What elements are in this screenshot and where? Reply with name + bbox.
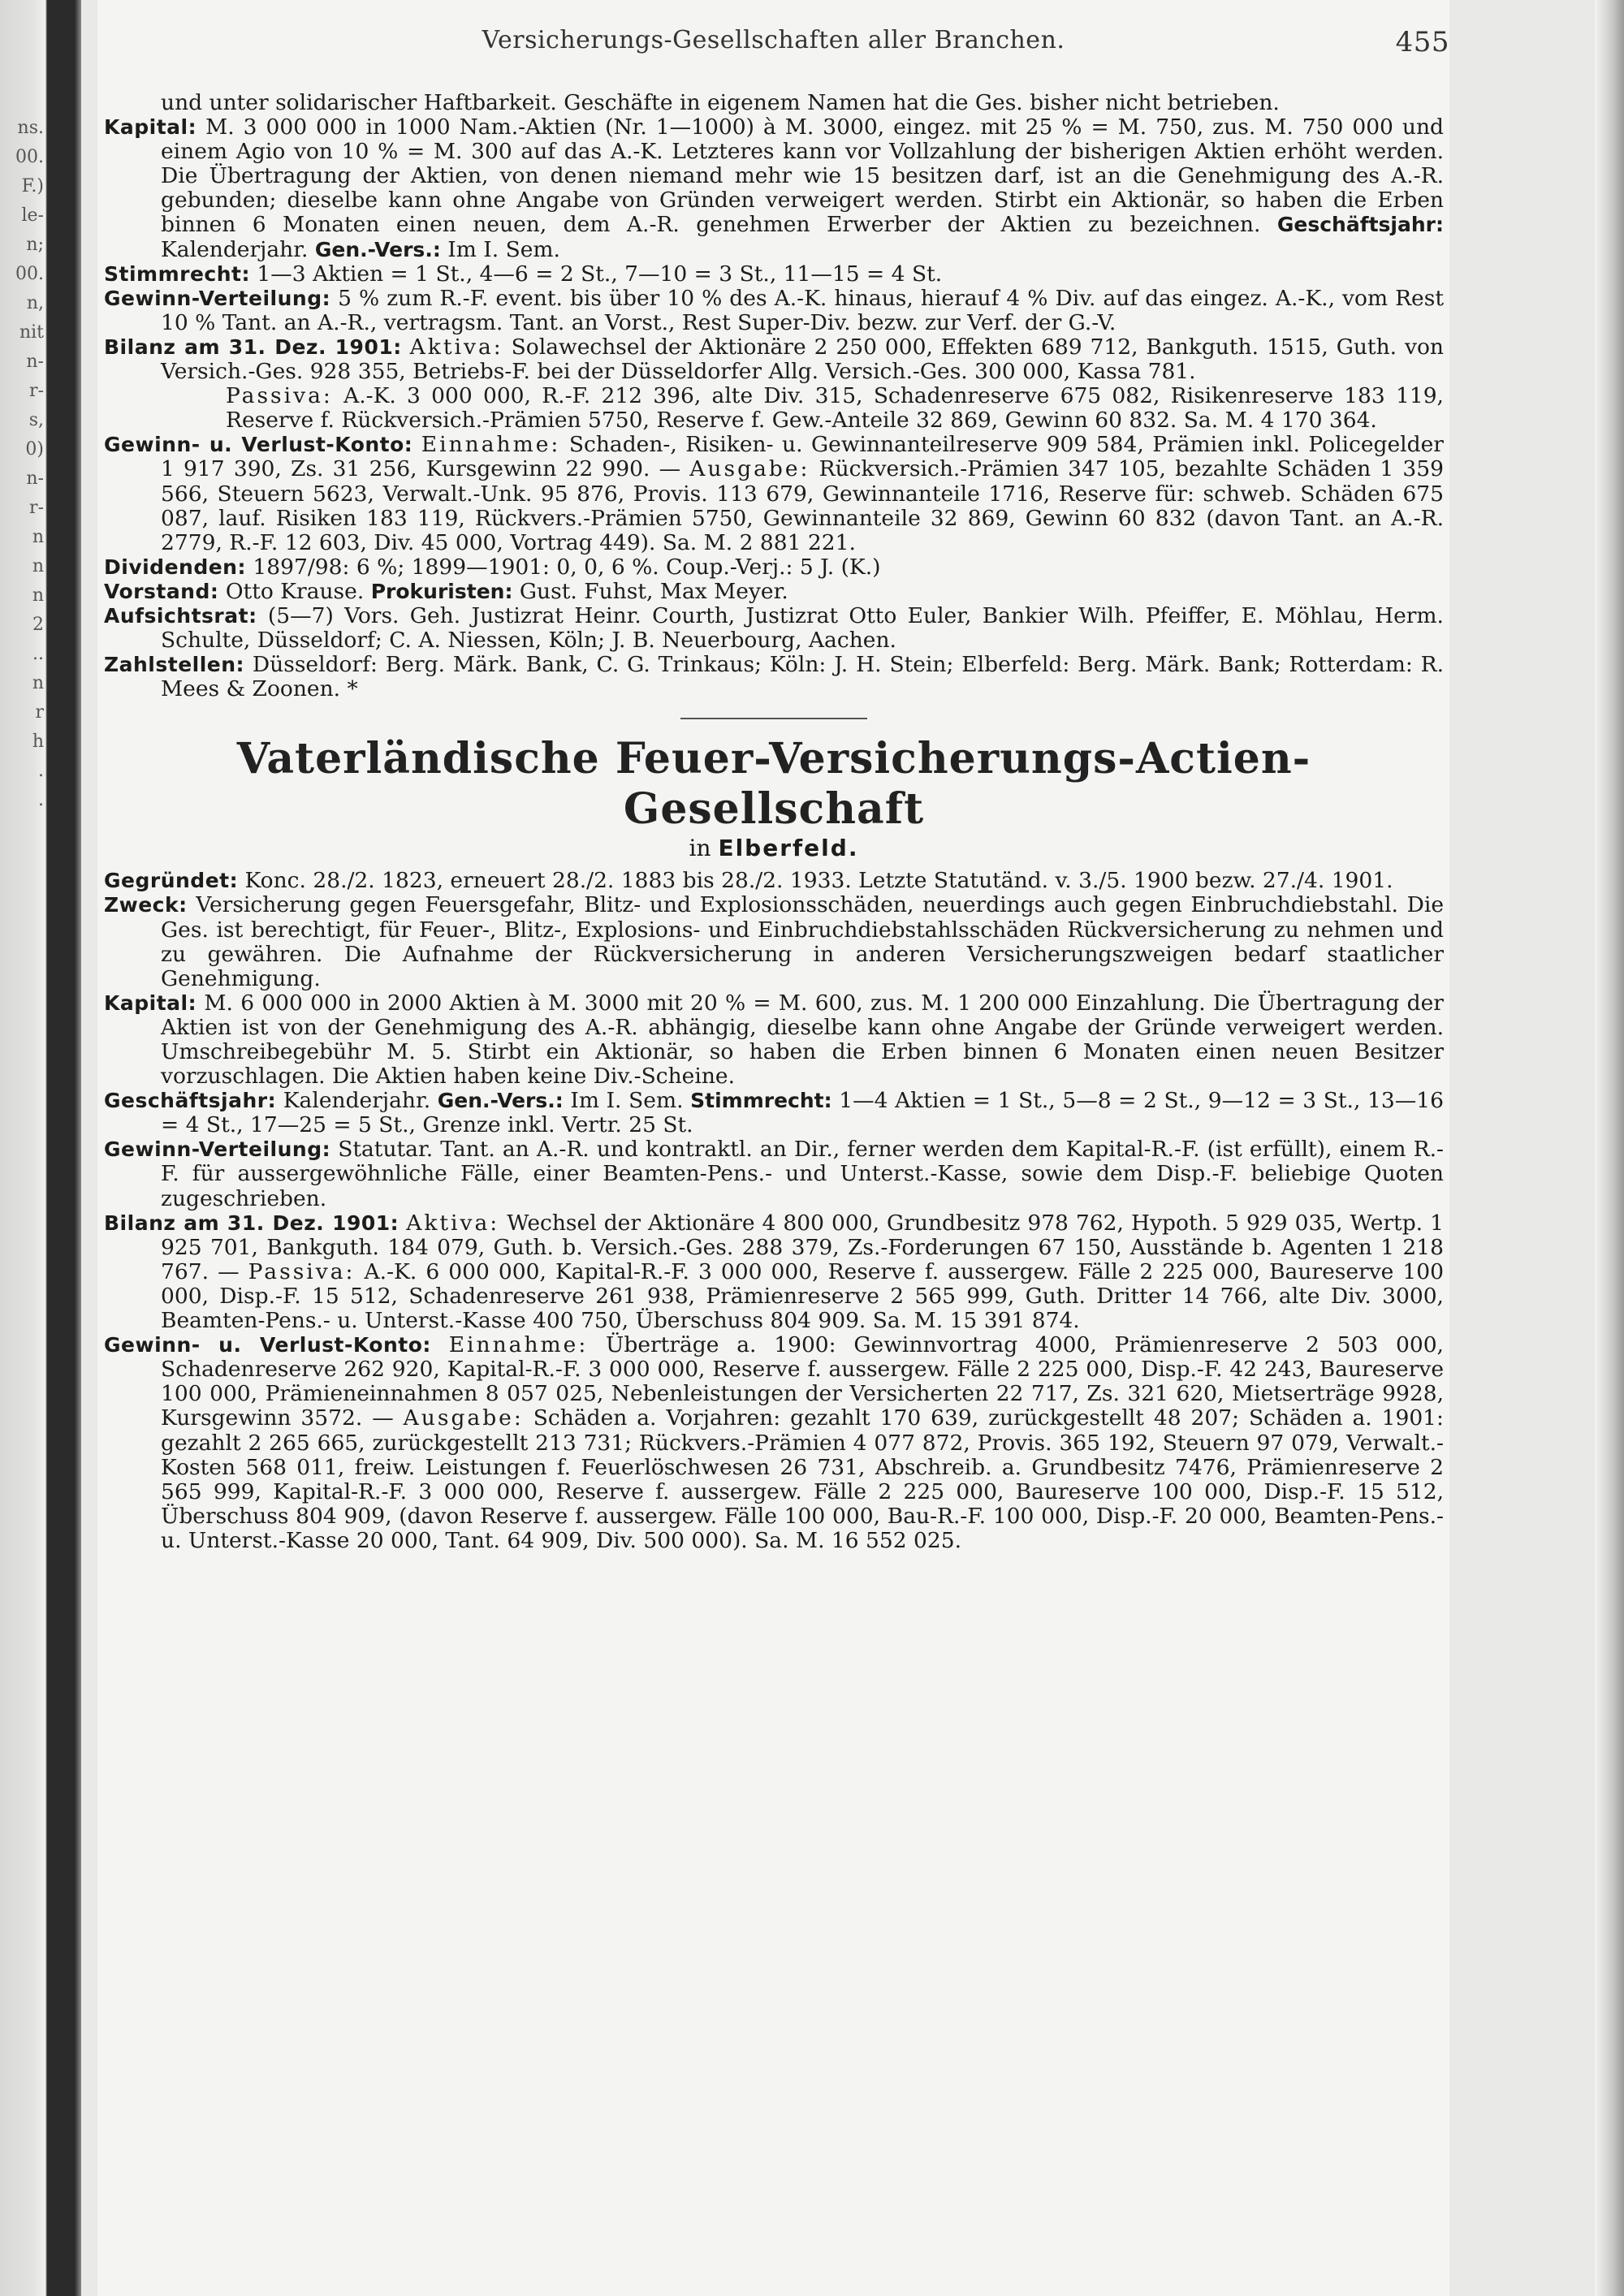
margin-fragment: n, [26,293,44,313]
vorstand-text: Otto Krause. [225,578,365,604]
margin-fragment: 00. [15,147,44,167]
bilanz-label: Bilanz am 31. Dez. 1901: [104,1211,400,1235]
genvers-text: Im I. Sem. [570,1088,684,1114]
page-content [104,91,1444,1553]
guv-label: Gewinn- u. Verlust-Konto: [104,433,413,457]
margin-fragment: F.) [21,176,44,196]
company1-stimmrecht [104,262,1444,287]
previous-page-margin [0,114,44,815]
margin-fragment: n [32,527,44,547]
ausgabe-text: Rückversich.-Prämien 347 105, bezahlte Schäden 1 359 566, Steuern 5623, Verwalt.-Unk. 95 876, Provis. 113 679, Gewinnanteile 1716, Reserve für: schweb. Schäden 675 087, lauf. Risiken 183 119, Rückvers.-Prämien 5750, Gewinnanteile 32 869, Gewinn 60 832 (davon Tant. an A.-R. 2779, R.-F. 12 603, Div. 45 000, Vortrag 449). Sa. M. 2 881 221. [161,456,1444,555]
margin-fragment: n- [26,352,44,372]
bilanz-label: Bilanz am 31. Dez. 1901: [104,334,402,359]
einnahme-text: Schaden-, Risiken- u. Gewinnanteilreserve 909 584, Prämien inkl. Policegelder 1 917 390, Zs. 31 256, Kursgewinn 22 990. — [161,432,1444,482]
margin-fragment: 2 [32,615,44,635]
margin-fragment: s, [28,410,44,430]
company2-zweck [104,893,1444,990]
gewinn-verteilung-text: Statutar. Tant. an A.-R. und kontraktl. an Dir., ferner werden dem Kapital-R.-F. (ist erfüllt), einem R.-F. für aussergewöhnliche Fälle, einer Beamten-Pens.- und Unterst.-Kasse, sowie dem Disp.-F. beliebige Quoten zugeschrieben. [161,1137,1444,1211]
margin-fragment: .. [32,644,44,664]
company-location [104,835,1444,862]
margin-fragment: h [32,732,44,752]
dividenden-label: Dividenden: [104,555,246,579]
gewinn-verteilung-label: Gewinn-Verteilung: [104,1137,331,1162]
margin-fragment: r- [29,498,44,518]
kapital-label: Kapital: [104,115,197,140]
margin-fragment: 00. [15,264,44,284]
einnahme-word: Einnahme: [448,1332,589,1358]
company2-kapital [104,991,1444,1089]
running-head [97,26,1449,62]
genvers-label: Gen.-Vers.: [314,237,441,261]
company1-intro: und unter solidarischer Haftbarkeit. Geschäfte in eigenem Namen hat die Ges. bisher nicht betrieben. [161,90,1280,115]
aufsichtsrat-text: (5—7) Vors. Geh. Justizrat Heinr. Courth, Justizrat Otto Euler, Bankier Wilh. Pfeiffer, E. Möhlau, Herm. Schulte, Düsseldorf; C. A. Niessen, Köln; J. B. Neuerbourg, Aachen. [161,602,1444,654]
aktiva-text: Solawechsel der Aktionäre 2 250 000, Effekten 689 712, Bankguth. 1515, Guth. von Versich.-Ges. 928 355, Betriebs-F. bei der Düsseldorfer Allg. Versich.-Ges. 300 000, Kassa 781. [161,334,1444,385]
margin-fragment: . [38,761,44,781]
passiva-word: Passiva: [248,1258,356,1284]
kapital-text: M. 6 000 000 in 2000 Aktien à M. 3000 mit 20 % = M. 600, zus. M. 1 200 000 Einzahlung. Die Übertragung der Aktien ist von der Genehmigung des A.-R. abhängig, dieselbe kann ohne Angabe der Gründe verweigert werden. Umschreibegebühr M. 5. Stirbt ein Aktionär, so haben die Erben binnen 6 Monaten einen neuen Besitzer vorzuschlagen. Die Aktien haben keine Div.-Scheine. [161,990,1444,1090]
margin-fragment: r- [29,381,44,401]
running-head-title: Versicherungs-Gesellschaften aller Branchen. [482,26,1065,54]
aktiva-word: Aktiva: [409,334,503,360]
zahlstellen-label: Zahlstellen: [104,653,245,677]
ausgabe-word: Ausgabe: [689,456,810,482]
aktiva-word: Aktiva: [406,1210,500,1236]
kapital-label: Kapital: [104,990,197,1015]
geschaeftsjahr-label: Geschäftsjahr: [1276,213,1444,237]
margin-fragment: n [32,556,44,576]
stimmrecht-text: 1—3 Aktien = 1 St., 4—6 = 2 St., 7—10 = 3 St., 11—15 = 4 St. [257,261,943,287]
geschaeftsjahr-text: Kalenderjahr. [161,236,309,262]
zweck-label: Zweck: [104,893,188,917]
einnahme-word: Einnahme: [421,432,561,458]
company1-vorstand [104,580,1444,604]
company1-guv [104,433,1444,555]
company1-zahlstellen [104,653,1444,701]
gewinn-verteilung-text: 5 % zum R.-F. event. bis über 10 % des A.-K. hinaus, hierauf 4 % Div. auf das eingez. A.-K., vom Rest 10 % Tant. an A.-R., vertragsm. Tant. an Vorst., Rest Super-Div. bezw. zur Verf. der G.-V. [161,285,1444,335]
in-word: in [689,835,711,862]
margin-fragment: . [38,790,44,810]
company1-gewinn-verteilung [104,287,1444,335]
vorstand-label: Vorstand: [104,579,219,603]
guv-label: Gewinn- u. Verlust-Konto: [104,1333,431,1357]
genvers-label: Gen.-Vers.: [437,1089,564,1113]
company2-gewinn-verteilung [104,1137,1444,1211]
company2-gegruendet [104,869,1444,893]
passiva-text: A.-K. 6 000 000, Kapital-R.-F. 3 000 000, Reserve f. aussergew. Fälle 2 225 000, Baureserve 100 000, Disp.-F. 15 512, Schadenreserve 261 938, Prämienreserve 2 565 999, Guth. Dritter 14 766, alte Div. 3000, Beamten-Pens.- u. Unterst.-Kasse 400 750, Überschuss 804 909. Sa. M. 15 391 874. [161,1258,1445,1334]
zahlstellen-text: Düsseldorf: Berg. Märk. Bank, C. G. Trinkaus; Köln: J. H. Stein; Elberfeld: Berg. Märk. Bank; Rotterdam: R. Mees & Zoonen. * [161,652,1444,702]
zweck-text: Versicherung gegen Feuersgefahr, Blitz- und Explosionsschäden, neuerdings auch gegen Einbruchdiebstahl. Die Ges. ist berechtigt, für Feuer-, Blitz-, Explosions- und Einbruchdiebstahlsschäden Rückversicherung zu nehmen und zu gewähren. Die Aufnahme der Rückversicherung in anderen Versicherungszweigen bedarf staatlicher Genehmigung. [161,892,1444,991]
margin-fragment: n [32,673,44,693]
stimmrecht-label: Stimmrecht: [690,1089,832,1113]
passiva-text: A.-K. 3 000 000, R.-F. 212 396, alte Div. 315, Schadenreserve 675 082, Risikenreserve 183 119, Reserve f. Rückversich.-Prämien 5750, Reserve f. Gew.-Anteile 32 869, Gewinn 60 832. Sa. M. 4 170 364. [226,383,1444,434]
margin-fragment: nit [19,322,44,343]
margin-fragment: n; [26,235,44,255]
company2-geschaeftsjahr [104,1089,1444,1137]
genvers-text: Im I. Sem. [447,236,560,262]
ausgabe-text: Schäden a. Vorjahren: gezahlt 170 639, zurückgestellt 48 207; Schäden a. 1901: gezahlt 2 265 665, zurückgestellt 213 731; Rückvers.-Prämien 4 077 872, Provis. 365 192, Steuern 97 079, Verwalt.-Kosten 568 011, freiw. Leistungen f. Feuerlöschwesen 26 731, Abschreib. a. Grundbesitz 7476, Prämienreserve 2 565 999, Kapital-R.-F. 3 000 000, Reserve f. aussergew. Fälle 2 225 000, Baureserve 100 000, Disp.-F. 15 512, Überschuss 804 909, (davon Reserve f. aussergew. Fälle 100 000, Bau-R.-F. 100 000, Disp.-F. 20 000, Beamten-Pens.- u. Unterst.-Kasse 20 000, Tant. 64 909, Div. 500 000). Sa. M. 16 552 025. [161,1405,1444,1553]
company1-dividenden [104,555,1444,580]
margin-fragment: ns. [17,118,44,138]
margin-fragment: le- [21,205,44,226]
margin-fragment: r [35,702,44,723]
margin-fragment: n- [26,468,44,489]
geschaeftsjahr-text: Kalenderjahr. [283,1088,431,1114]
margin-fragment: 0) [25,439,44,460]
page-number: 455 [1395,26,1449,58]
stimmrecht-label: Stimmrecht: [104,261,250,286]
margin-fragment: n [32,585,44,606]
company1-passiva [104,384,1444,433]
book-page [97,0,1449,2296]
gegruendet-text: Konc. 28./2. 1823, erneuert 28./2. 1883 bis 28./2. 1933. Letzte Statutänd. v. 3./5. 1900 bezw. 27./4. 1901. [244,868,1393,894]
company2-bilanz [104,1211,1444,1333]
dividenden-text: 1897/98: 6 %; 1899—1901: 0, 0, 6 %. Coup.-Verj.: 5 J. (K.) [253,554,881,580]
gegruendet-label: Gegründet: [104,869,239,893]
ausgabe-word: Ausgabe: [403,1405,524,1431]
einnahme-text: Überträge a. 1900: Gewinnvortrag 4000, Prämienreserve 2 503 000, Schadenreserve 262 920, Kapital-R.-F. 3 000 000, Reserve f. aussergew. Fälle 2 225 000, Disp.-F. 42 243, Baureserve 100 000, Prämieneinnahmen 8 057 025, Nebenleistungen der Versicherten 22 717, Zs. 321 620, Mietserträge 9928, Kursgewinn 3572. — [161,1332,1444,1431]
section-divider [680,718,867,719]
kapital-text: M. 3 000 000 in 1000 Nam.-Aktien (Nr. 1—1000) à M. 3000, eingez. mit 25 % = M. 750, zus. M. 750 000 und einem Agio von 10 % = M. 300 auf das A.-K. Letzteres kann vor Vollzahlung der bisherigen Aktien erhöht werden. Die Übertragung der Aktien, von denen niemand mehr wie 15 besitzen darf, ist an die Genehmigung des A.-R. gebunden; dieselbe kann ohne Angabe von Gründen verweigert werden. Stirbt ein Aktionär, so haben die Erben binnen 6 Monaten einen neuen, dem A.-R. genehmen Erwerber der Aktien zu bezeichnen. [161,114,1444,238]
company1-aufsichtsrat [104,604,1444,653]
aktiva-text: Wechsel der Aktionäre 4 800 000, Grundbesitz 978 762, Hypoth. 5 929 035, Wertp. 1 925 701, Bankguth. 184 079, Guth. b. Versich.-Ges. 288 379, Zs.-Forderungen 67 150, Ausstände b. Agenten 1 218 767. — [161,1210,1444,1284]
geschaeftsjahr-label: Geschäftsjahr: [104,1089,277,1113]
page-edge-shadow [1595,0,1624,2296]
company1-bilanz [104,335,1444,384]
stimmrecht-text: 1—4 Aktien = 1 St., 5—8 = 2 St., 9—12 = 3 St., 13—16 = 4 St., 17—25 = 5 St., Grenze inkl. Vertr. 25 St. [161,1088,1444,1138]
company1-kapital [104,115,1444,262]
passiva-word: Passiva: [226,383,333,409]
prokuristen-label: Prokuristen: [370,579,513,603]
company-title: Vaterländische Feuer-Versicherungs-Actien-Gesellschaft [236,734,1311,835]
aufsichtsrat-label: Aufsichtsrat: [104,603,257,628]
gewinn-verteilung-label: Gewinn-Verteilung: [104,286,331,310]
company-city: Elberfeld. [718,835,859,862]
company2-guv [104,1333,1444,1553]
prokuristen-text: Gust. Fuhst, Max Meyer. [519,578,788,604]
